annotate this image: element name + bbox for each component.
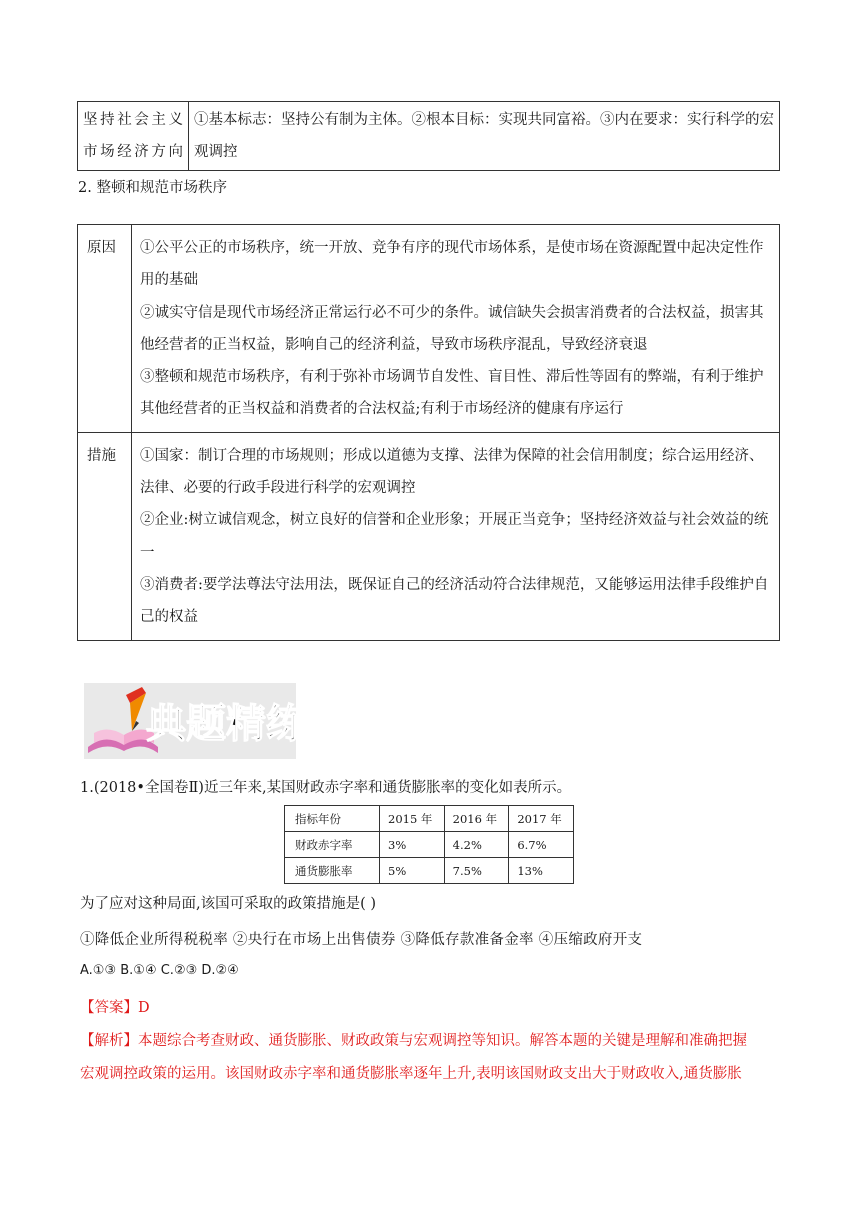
- header-cell: 指标年份: [285, 806, 380, 832]
- answer-choices: A.①③ B.①④ C.②③ D.②④: [80, 963, 239, 978]
- cell: 7.5%: [444, 858, 509, 884]
- explanation-text: 本题综合考查财政、通货膨胀、财政政策与宏观调控等知识。解答本题的关键是理解和准确把握: [138, 1033, 747, 1049]
- paragraph: ①公平公正的市场秩序，统一开放、竞争有序的现代市场体系，是使市场在资源配置中起决定性作用的基础: [140, 240, 764, 289]
- paragraph: ②企业:树立诚信观念，树立良好的信誉和企业形象；开展正当竞争；坚持经济效益与社会效益的统一: [140, 512, 769, 561]
- answer-value: D: [138, 1000, 150, 1016]
- row-content-reason: [132, 225, 780, 433]
- explanation-line-2: 宏观调控政策的运用。该国财政赤字率和通货膨胀率逐年上升,表明该国财政支出大于财政收入,通货膨胀: [80, 1066, 742, 1082]
- explanation-line-1: [80, 1029, 747, 1050]
- cell: 3%: [380, 832, 445, 858]
- table-header-row: [285, 806, 574, 832]
- cell: 6.7%: [509, 832, 574, 858]
- table-row: [285, 832, 574, 858]
- row-content-measures: [132, 432, 780, 640]
- paragraph: ①国家：制订合理的市场规则；形成以道德为支撑、法律为保障的社会信用制度；综合运用经济、法律、必要的行政手段进行科学的宏观调控: [140, 447, 764, 497]
- cell: 4.2%: [444, 832, 509, 858]
- question-prompt: 为了应对这种局面,该国可采取的政策措施是( ): [80, 896, 377, 912]
- paragraph: ③消费者:要学法尊法守法用法，既保证自己的经济活动符合法律规范，又能够运用法律手段维护自己的权益: [140, 576, 769, 626]
- header-cell: 2015 年: [380, 806, 445, 832]
- table-row: [78, 225, 780, 433]
- market-order-table: [77, 224, 780, 641]
- cell: 5%: [380, 858, 445, 884]
- paragraph: ③整顿和规范市场秩序，有利于弥补市场调节自发性、盲目性、滞后性等固有的弊端，有利于维护其他经营者的正当权益和消费者的合法权益;有利于市场经济的健康有序运行: [140, 369, 764, 418]
- cell: 13%: [509, 858, 574, 884]
- answer-tag: 【答案】: [80, 1000, 138, 1016]
- explanation-tag: 【解析】: [80, 1033, 138, 1049]
- paragraph: ②诚实守信是现代市场经济正常运行必不可少的条件。诚信缺失会损害消费者的合法权益，损害其他经营者的正当权益，影响自己的经济利益，导致市场秩序混乱，导致经济衰退: [140, 304, 764, 353]
- table-row: [285, 858, 574, 884]
- question-stem: 1.(2018•全国卷Ⅱ)近三年来,某国财政赤字率和通货膨胀率的变化如表所示。: [80, 780, 572, 796]
- table1-content: ①基本标志：坚持公有制为主体。②根本目标：实现共同富裕。③内在要求：实行科学的宏观调控: [189, 102, 780, 171]
- answer-line: [80, 996, 150, 1017]
- row-label-reason: 原因: [78, 225, 132, 433]
- table-row: [78, 432, 780, 640]
- header-cell: 2016 年: [444, 806, 509, 832]
- cell: 通货膨胀率: [285, 858, 380, 884]
- policy-table: [77, 101, 780, 171]
- section-banner: [84, 683, 296, 759]
- question-options: ①降低企业所得税税率 ②央行在市场上出售债券 ③降低存款准备金率 ④压缩政府开支: [80, 932, 643, 948]
- section-heading: 2. 整顿和规范市场秩序: [78, 180, 227, 196]
- pencil-book-icon: [84, 683, 296, 759]
- cell: 财政赤字率: [285, 832, 380, 858]
- banner-title: 典题精练: [146, 700, 296, 747]
- data-table: [284, 805, 574, 884]
- header-cell: 2017 年: [509, 806, 574, 832]
- row-label-measures: 措施: [78, 432, 132, 640]
- table1-label: 坚持社会主义市场经济方向: [78, 102, 189, 171]
